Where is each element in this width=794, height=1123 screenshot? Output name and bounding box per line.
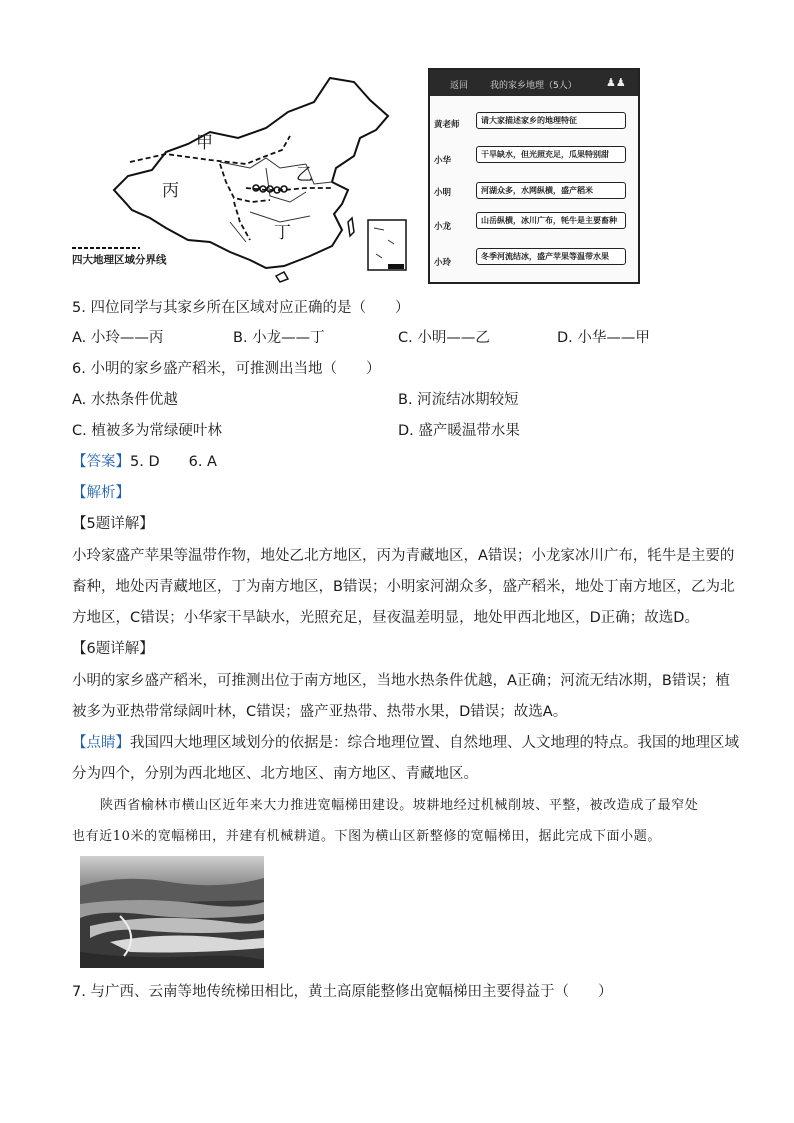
chat-name: 黄老师 [434, 120, 460, 130]
chat-title: 我的家乡地理（5人） [490, 81, 577, 91]
q5-stem: 5. 四位同学与其家乡所在区域对应正确的是（ ） [72, 300, 410, 316]
q5-detail-line: 方地区，C错误；小华家干旱缺水，光照充足，昼夜温差明显，地处甲西北地区，D正确；故选D。 [72, 610, 699, 626]
q5-detail-label: 【5题详解】 [72, 516, 154, 532]
tip-text: 我国四大地理区域划分的依据是：综合地理位置、自然地理、人文地理的特点。我国的地理区域 [130, 735, 739, 751]
answer-line [72, 452, 217, 472]
chat-name: 小明 [434, 188, 452, 198]
q5-option-c: C. 小明——乙 [398, 330, 490, 346]
q6-detail-label: 【6题详解】 [72, 641, 154, 657]
china-region-map [70, 72, 415, 284]
chat-bubble: 冬季河流结冰，盛产苹果等温带水果 [476, 248, 626, 265]
chat-name: 小玲 [434, 258, 452, 268]
terrace-photo-svg [80, 856, 264, 968]
china-outline [114, 78, 388, 268]
region-label-jia: 甲 [196, 133, 213, 153]
passage-line: 也有近10米的宽幅梯田，并建有机械耕道。下图为横山区新整修的宽幅梯田，据此完成下面小题。 [72, 829, 661, 844]
chat-name: 小华 [434, 156, 452, 166]
tip-line [72, 733, 739, 753]
chat-bubble: 山岳纵横，冰川广布，牦牛是主要畜种 [476, 212, 626, 229]
chat-name: 小龙 [434, 222, 452, 232]
region-label-yi: 乙 [296, 165, 313, 185]
boundary-south-line [234, 202, 250, 240]
q7-stem: 7. 与广西、云南等地传统梯田相比，黄土高原能整修出宽幅梯田主要得益于（ ） [72, 984, 613, 1000]
q5-detail-line: 畜种，地处丙青藏地区，丁为南方地区，B错误；小明家河湖众多，盛产稻米，地处丁南方地区，乙为北 [72, 579, 735, 595]
q6-option-c: C. 植被多为常绿硬叶林 [72, 423, 222, 439]
legend-label: 四大地理区域分界线 [72, 254, 167, 266]
q6-detail-line: 小明的家乡盛产稻米，可推测出位于南方地区，当地水热条件优越，A正确；河流无结冰期，B错误；植 [72, 673, 730, 689]
chat-panel [428, 68, 640, 284]
chat-bubble: 河湖众多，水网纵横，盛产稻米 [476, 182, 626, 199]
taiwan-island [348, 218, 354, 236]
answer-text: 5. D 6. A [130, 454, 217, 470]
analysis-label: 【解析】 [72, 485, 130, 501]
q5-option-a: A. 小玲——丙 [72, 330, 164, 346]
q6-stem: 6. 小明的家乡盛产稻米，可推测出当地（ ） [72, 361, 381, 377]
q6-option-b: B. 河流结冰期较短 [398, 392, 519, 408]
q5-detail-line: 小玲家盛产苹果等温带作物，地处乙北方地区，丙为青藏地区，A错误；小龙家冰川广布，牦牛是主要的 [72, 548, 735, 564]
boundary-qinghai-tibet-line [220, 164, 270, 202]
q6-detail-line: 被多为亚热带常绿阔叶林，C错误；盛产亚热带、热带水果，D错误；故选A。 [72, 704, 568, 720]
answer-label: 【答案】 [72, 454, 130, 470]
q5-option-d: D. 小华——甲 [557, 330, 650, 346]
region-label-ding: 丁 [274, 223, 291, 243]
hainan-island [276, 272, 288, 282]
chat-bubble: 干旱缺水，但光照充足，瓜果特别甜 [476, 146, 626, 163]
passage-line: 陕西省榆林市横山区近年来大力推进宽幅梯田建设。坡耕地经过机械削坡、平整，被改造成了最窄处 [100, 798, 699, 813]
tip-label: 【点睛】 [72, 735, 130, 751]
q6-option-a: A. 水热条件优越 [72, 392, 178, 408]
terraced-fields-photo [80, 856, 264, 968]
chat-bubble: 请大家描述家乡的地理特征 [476, 112, 626, 129]
south-china-sea-inset [368, 220, 406, 270]
qinling-marker [253, 185, 287, 193]
region-label-bing: 丙 [162, 181, 179, 201]
tip-line-2: 分为四个，分别为西北地区、北方地区、南方地区、青藏地区。 [72, 766, 478, 782]
chat-header [430, 70, 638, 96]
q5-option-b: B. 小龙——丁 [233, 330, 325, 346]
q6-option-d: D. 盛产暖温带水果 [398, 423, 520, 439]
chat-back-label: 返回 [450, 81, 469, 91]
users-icon: ♟♟ [606, 76, 626, 89]
